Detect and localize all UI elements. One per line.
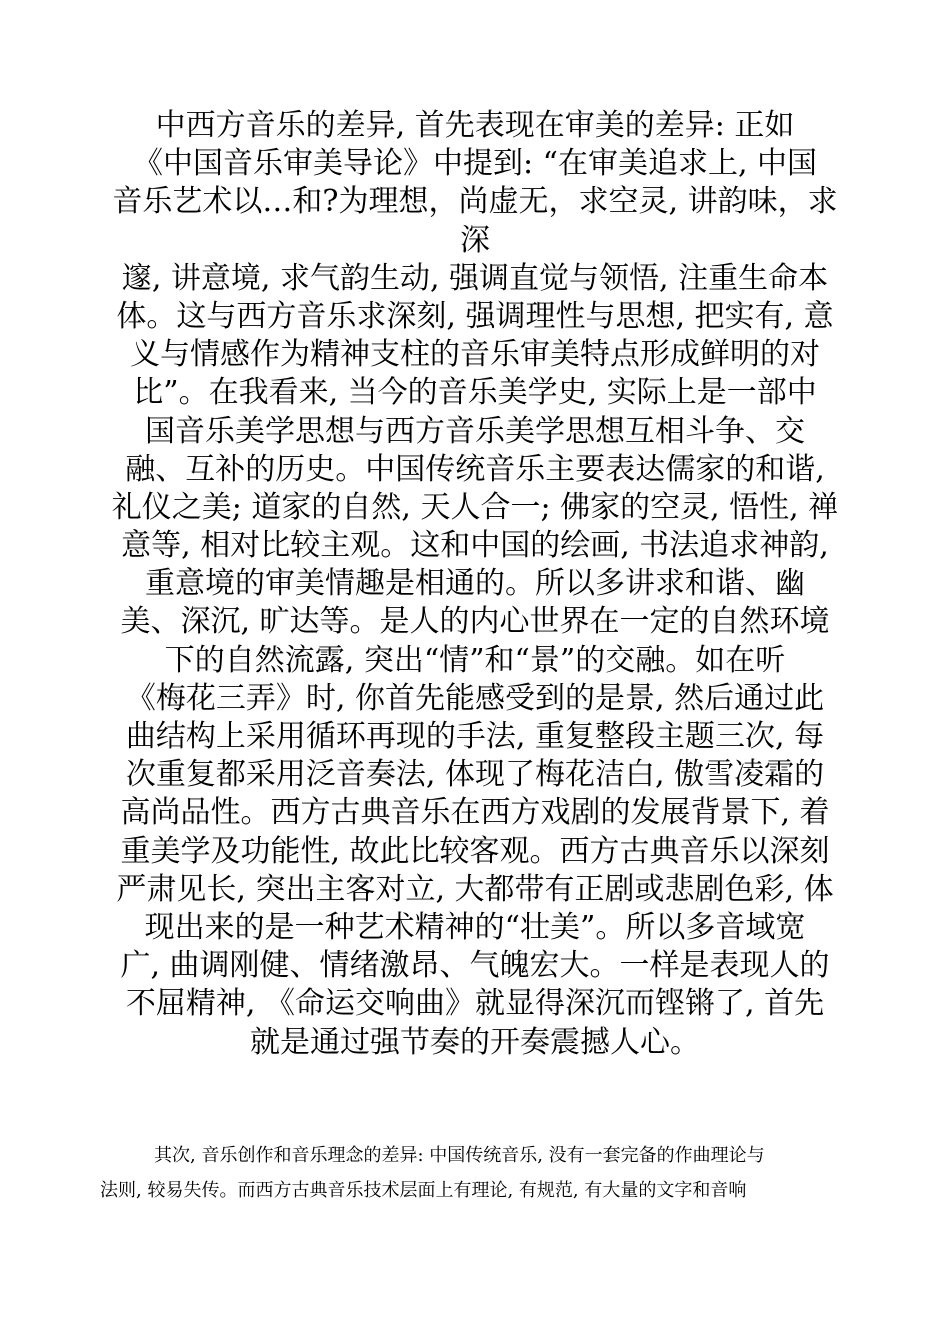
text-line: 音乐艺术以…和?为理想，尚虚无，求空灵, 讲韵味，求: [112, 184, 838, 220]
text-line: 高尚品性。西方古典音乐在西方戏剧的发展背景下, 着: [120, 795, 830, 831]
text-line: 严肃见长, 突出主客对立, 大都带有正剧或悲剧色彩, 体: [116, 871, 834, 907]
text-line: 《梅花三弄》时, 你首先能感受到的是景, 然后通过此: [125, 680, 825, 716]
text-line: 其次, 音乐创作和音乐理念的差异: 中国传统音乐, 没有一套完备的作曲理论与: [154, 1145, 765, 1166]
text-line: 国音乐美学思想与西方音乐美学思想互相斗争、交: [145, 413, 805, 449]
text-line: 比”。在我看来, 当今的音乐美学史, 实际上是一部中: [133, 375, 817, 411]
text-line: 意等, 相对比较主观。这和中国的绘画, 书法追求神韵,: [121, 528, 829, 564]
text-line: 体。这与西方音乐求深刻, 强调理性与思想, 把实有, 意: [116, 298, 834, 334]
text-line: 中西方音乐的差异, 首先表现在审美的差异: 正如: [155, 108, 795, 143]
text-line: 《中国音乐审美导论》中提到: “在审美追求上, 中国: [132, 146, 818, 182]
text-line: 礼仪之美; 道家的自然, 天人合一; 佛家的空灵, 悟性, 禅: [111, 489, 839, 525]
text-line: 曲结构上采用循环再现的手法, 重复整段主题三次, 每: [125, 719, 825, 754]
text-line: 美、深沉, 旷达等。是人的内心世界在一定的自然环境: [120, 604, 830, 640]
text-line: 重美学及功能性, 故此比较客观。西方古典音乐以深刻: [120, 833, 830, 869]
text-line: 广, 曲调刚健、情绪激昂、气魄宏大。一样是表现人的: [120, 948, 830, 984]
text-line: 就是通过强节奏的开奏震撼人心。: [250, 1024, 700, 1060]
text-line: 不屈精神, 《命运交响曲》就显得深沉而铿锵了, 首先: [125, 986, 825, 1022]
text-line: 融、互补的历史。中国传统音乐主要表达儒家的和谐,: [125, 451, 825, 487]
text-line: 重意境的审美情趣是相通的。所以多讲求和谐、幽: [145, 566, 805, 602]
text-line: 下的自然流露, 突出“情”和“景”的交融。如在听: [164, 642, 786, 678]
text-line: 邃, 讲意境, 求气韵生动, 强调直觉与领悟, 注重生命本: [121, 260, 829, 296]
text-line: 深: [460, 222, 490, 258]
paragraph-music-aesthetics: [100, 107, 850, 1062]
text-line: 法则, 较易失传。而西方古典音乐技术层面上有理论, 有规范, 有大量的文字和音响: [100, 1180, 747, 1201]
text-line: 义与情感作为精神支柱的音乐审美特点形成鲜明的对: [130, 337, 820, 373]
text-line: 次重复都采用泛音奏法, 体现了梅花洁白, 傲雪凌霜的: [125, 757, 825, 793]
text-line: 现出来的是一种艺术精神的“壮美”。所以多音域宽: [144, 909, 806, 945]
paragraph-composition-theory: [100, 1138, 860, 1208]
